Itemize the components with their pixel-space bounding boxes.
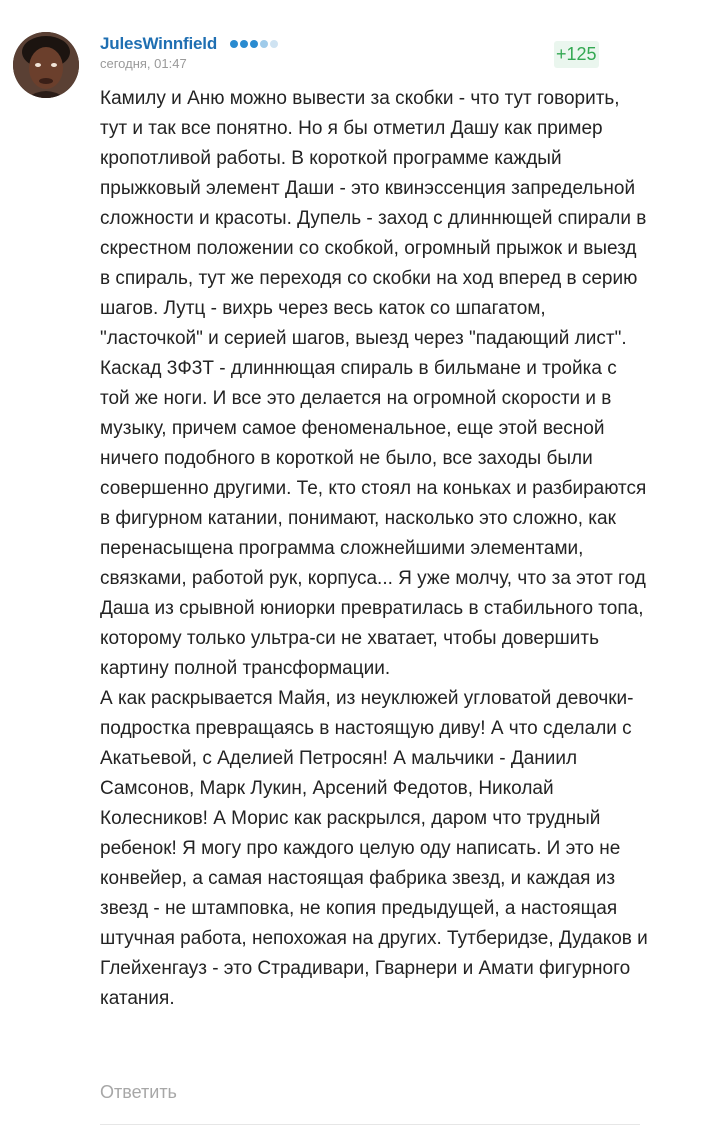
avatar[interactable]	[13, 32, 79, 98]
rating-dots-icon	[230, 40, 278, 48]
reply-button[interactable]: Ответить	[100, 1082, 177, 1102]
comment-paragraph: Камилу и Аню можно вывести за скобки - что тут говорить, тут и так все понятно. Но я бы отметил Дашу как пример кропотливой работы. В короткой программе каждый прыжковый элемент Даши - это квинэссенция запредельной сложности и красоты. Дупель - заход с длиннющей спирали в скрестном положении со скобкой, огромный прыжок и выезд в спираль, тут же переходя со скобки на ход вперед в серию шагов. Лутц - вихрь через весь каток со шпагатом, "ласточкой" и серией шагов, выезд через "падающий лист". Каскад 3Ф3Т - длиннющая спираль в бильмане и тройка с той же ноги. И все это делается на огромной скорости и в музыку, причем самое феноменальное, еще этой весной ничего подобного в короткой не было, все заходы были совершенно другими. Те, кто стоял на коньках и разбираются в фигурном катании, понимают, насколько это сложно, как перенасыщена программа сложнейшими элементами, связками, работой рук, корпуса... Я уже молчу, что за этот год Даша из срывной юниорки превратилась в стабильного топа, которому только ультра-си не хватает, чтобы довершить картину полной трансформации.	[100, 88, 647, 679]
comment-score[interactable]: +125	[554, 41, 599, 68]
rating-dot	[250, 40, 258, 48]
avatar-image	[13, 32, 79, 98]
comment-paragraph: А как раскрывается Майя, из неуклюжей угловатой девочки-подростка превращаясь в настоящую диву! А что сделали с Акатьевой, с Аделией Петросян! А мальчики - Даниил Самсонов, Марк Лукин, Арсений Федотов, Николай Колесников! А Морис как раскрылся, даром что трудный ребенок! Я могу про каждого целую оду написать. И это не конвейер, а самая настоящая фабрика звезд, и каждая из звезд - не штамповка, не копия предыдущей, а настоящая штучная работа, непохожая на других. Тутберидзе, Дудаков и Глейхенгауз - это Страдивари, Гварнери и Амати фигурного катания.	[100, 688, 648, 1009]
rating-dot	[230, 40, 238, 48]
rating-dot	[260, 40, 268, 48]
comment-timestamp: сегодня, 01:47	[100, 56, 187, 71]
comment-body	[100, 84, 648, 1014]
divider	[100, 1124, 640, 1125]
rating-dot	[240, 40, 248, 48]
author-name[interactable]: JulesWinnfield	[100, 34, 218, 53]
rating-dot	[270, 40, 278, 48]
